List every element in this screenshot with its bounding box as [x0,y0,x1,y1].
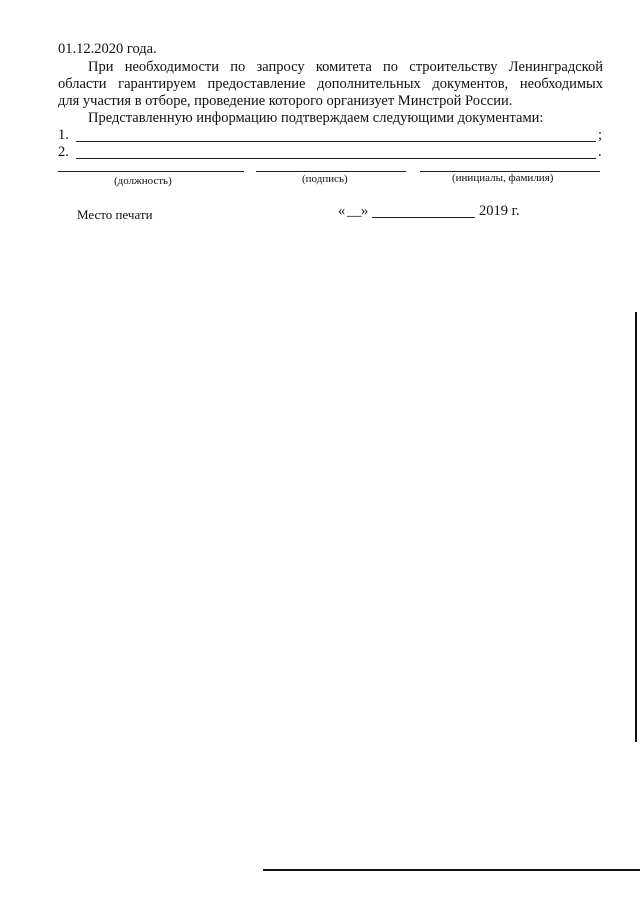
list-end: . [598,144,602,160]
date-month-line [372,217,475,218]
list-number: 1. [58,127,69,143]
stamp-label: Место печати [77,207,153,222]
confirm-line: Представленную информацию подтверждаем следующими документами: [88,110,544,126]
paragraph-line: для участия в отборе, проведение которого организует Минстрой России. [58,93,513,109]
signature-line-position [58,171,244,172]
fill-line [76,141,596,142]
scan-edge-bottom [263,869,640,871]
date-quote-open: « [338,203,346,219]
signature-line-sign [256,171,406,172]
caption-name: (инициалы, фамилия) [452,172,554,184]
date-line: 01.12.2020 года. [58,41,157,57]
date-year: 2019 г. [479,203,520,219]
date-blank-day: __ [347,203,362,219]
list-end: ; [598,127,603,143]
caption-position: (должность) [114,175,172,187]
fill-line [76,158,596,159]
date-quote-close: » [361,203,369,219]
paragraph-line: При необходимости по запросу комитета по строительству Ленинградской [88,59,603,75]
scan-edge-right [635,312,637,742]
list-number: 2. [58,144,69,160]
paragraph-line: области гарантируем предоставление дополнительных документов, необходимых [58,76,603,92]
caption-signature: (подпись) [302,173,348,185]
